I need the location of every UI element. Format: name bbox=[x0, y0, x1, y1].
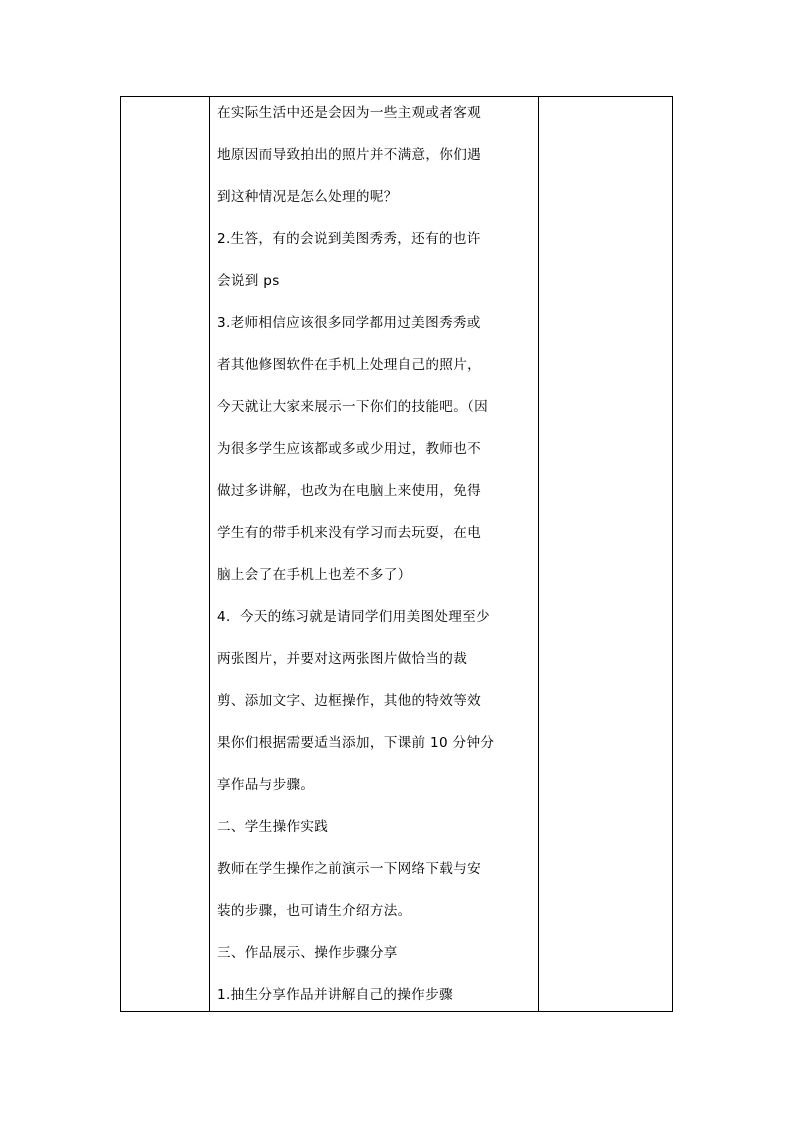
text-line: 会说到 ps bbox=[217, 273, 280, 289]
lesson-plan-table bbox=[120, 96, 673, 1012]
text-line: 在实际生活中还是会因为一些主观或者客观 bbox=[217, 105, 481, 121]
column-divider-right bbox=[538, 97, 539, 1011]
text-line: 做过多讲解，也改为在电脑上来使用，免得 bbox=[217, 483, 481, 499]
section-heading: 三、作品展示、操作步骤分享 bbox=[217, 945, 398, 961]
text-line: 两张图片，并要对这两张图片做恰当的裁 bbox=[217, 651, 468, 667]
text-line: 装的步骤，也可请生介绍方法。 bbox=[217, 903, 412, 919]
text-line: 享作品与步骤。 bbox=[217, 777, 315, 793]
text-line: 4．今天的练习就是请同学们用美图处理至少 bbox=[217, 609, 490, 625]
text-line: 今天就让大家来展示一下你们的技能吧。（因 bbox=[217, 399, 489, 415]
text-line: 剪、添加文字、边框操作，其他的特效等效 bbox=[217, 693, 481, 709]
text-line: 地原因而导致拍出的照片并不满意，你们遇 bbox=[217, 147, 481, 163]
text-line: 2.生答，有的会说到美图秀秀，还有的也许 bbox=[217, 231, 481, 247]
text-line: 到这种情况是怎么处理的呢？ bbox=[217, 189, 398, 205]
section-heading: 二、学生操作实践 bbox=[217, 819, 329, 835]
column-divider-left bbox=[209, 97, 210, 1011]
text-line: 3.老师相信应该很多同学都用过美图秀秀或 bbox=[217, 315, 481, 331]
text-line: 教师在学生操作之前演示一下网络下载与安 bbox=[217, 861, 481, 877]
text-line: 果你们根据需要适当添加，下课前 10 分钟分 bbox=[217, 735, 495, 751]
text-line: 脑上会了在手机上也差不多了） bbox=[217, 567, 412, 583]
text-line: 者其他修图软件在手机上处理自己的照片， bbox=[217, 357, 481, 373]
text-line: 为很多学生应该都或多或少用过，教师也不 bbox=[217, 441, 481, 457]
text-line: 学生有的带手机来没有学习而去玩耍，在电 bbox=[217, 525, 481, 541]
text-line: 1.抽生分享作品并讲解自己的操作步骤 bbox=[217, 987, 453, 1003]
